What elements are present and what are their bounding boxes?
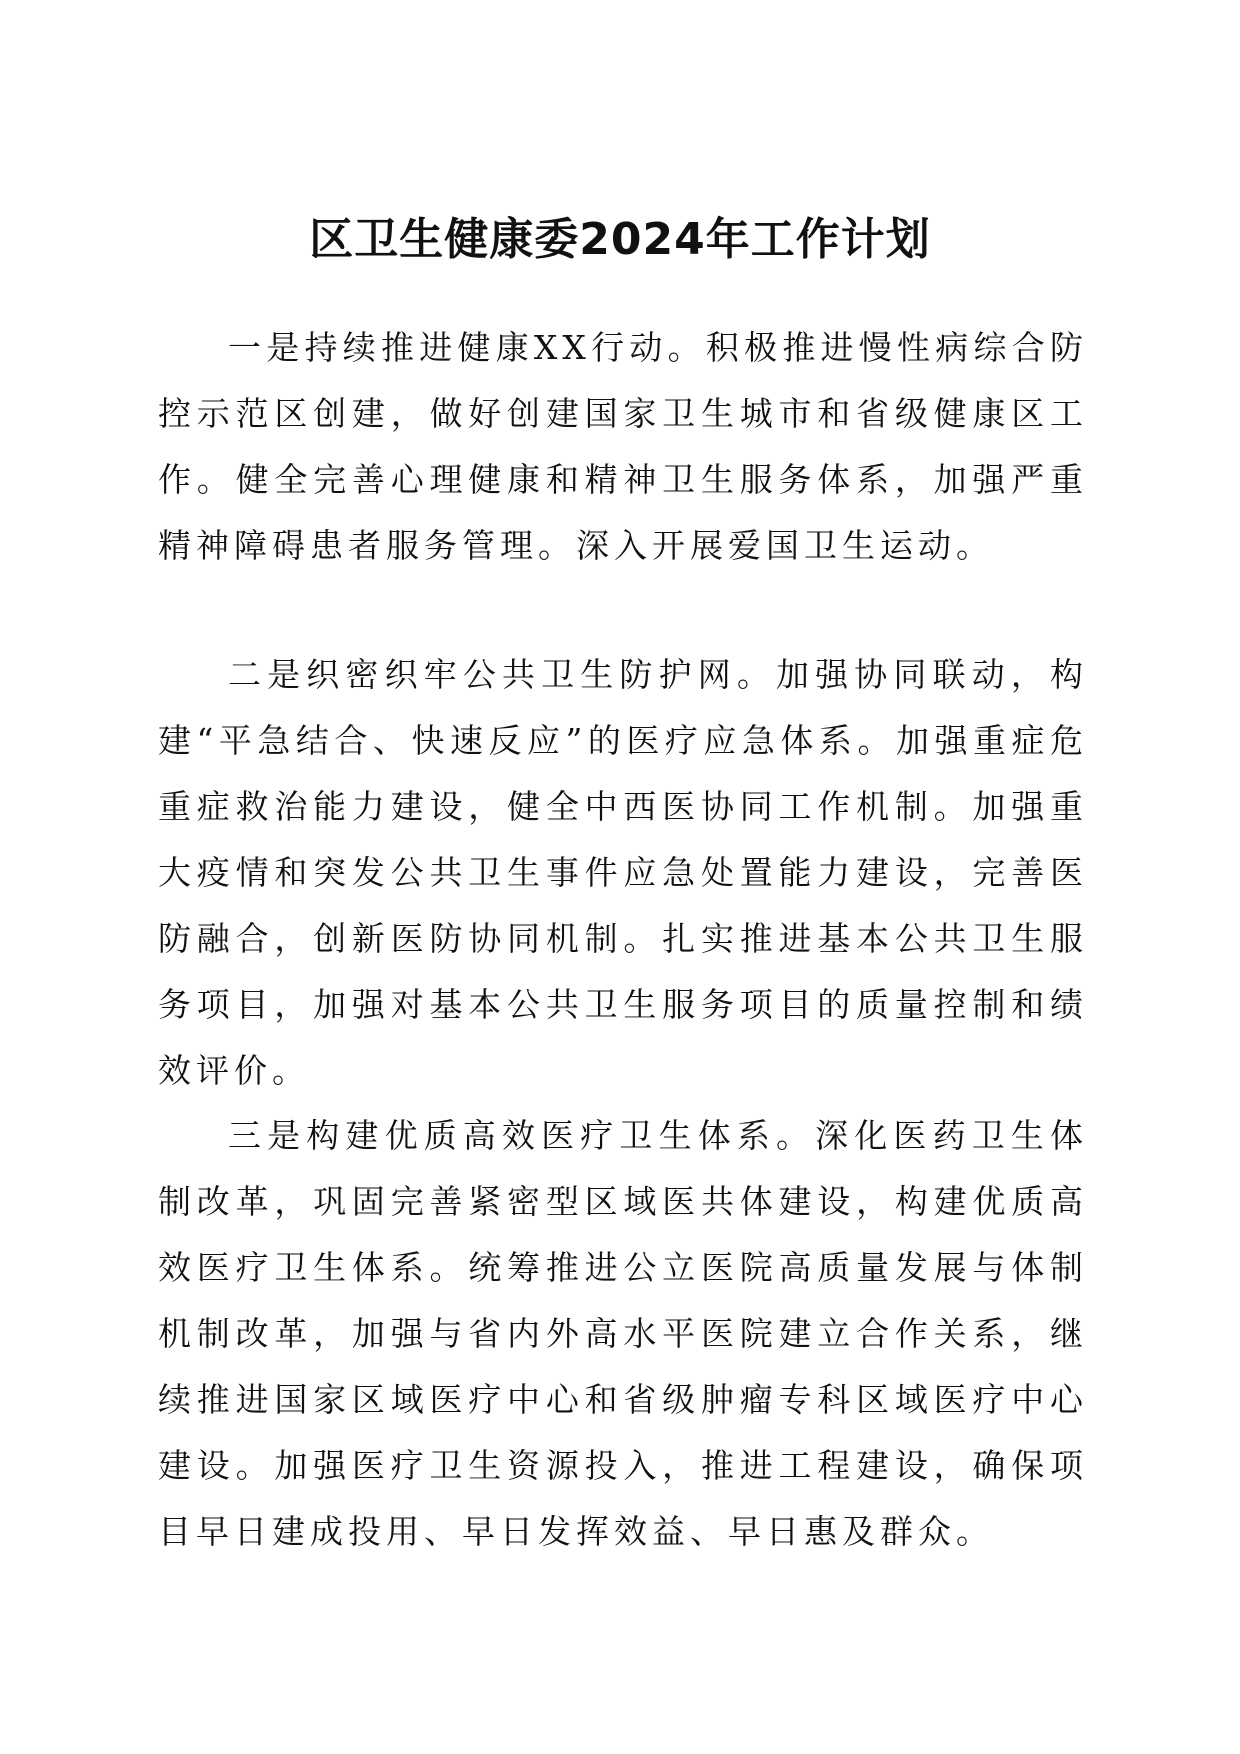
paragraph-medical-system: 三是构建优质高效医疗卫生体系。深化医药卫生体制改革，巩固完善紧密型区域医共体建设，构建优质高效医疗卫生体系。统筹推进公立医院高质量发展与体制机制改革，加强与省内外高水平医院建立合作关系，继续推进国家区域医疗中心和省级肿瘤专科区域医疗中心建设。加强医疗卫生资源投入，推进工程建设，确保项目早日建成投用、早日发挥效益、早日惠及群众。 bbox=[158, 1116, 1088, 1551]
document-title: 区卫生健康委2024年工作计划 bbox=[309, 214, 931, 265]
paragraph-public-health-network: 二是织密织牢公共卫生防护网。加强协同联动，构建“平急结合、快速反应”的医疗应急体系。加强重症危重症救治能力建设，健全中西医协同工作机制。加强重大疫情和突发公共卫生事件应急处置能力建设，完善医防融合，创新医防协同机制。扎实推进基本公共卫生服务项目，加强对基本公共卫生服务项目的质量控制和绩效评价。 bbox=[158, 655, 1088, 1090]
paragraph-health-action: 一是持续推进健康XX行动。积极推进慢性病综合防控示范区创建，做好创建国家卫生城市和省级健康区工作。健全完善心理健康和精神卫生服务体系，加强严重精神障碍患者服务管理。深入开展爱国卫生运动。 bbox=[158, 328, 1088, 565]
